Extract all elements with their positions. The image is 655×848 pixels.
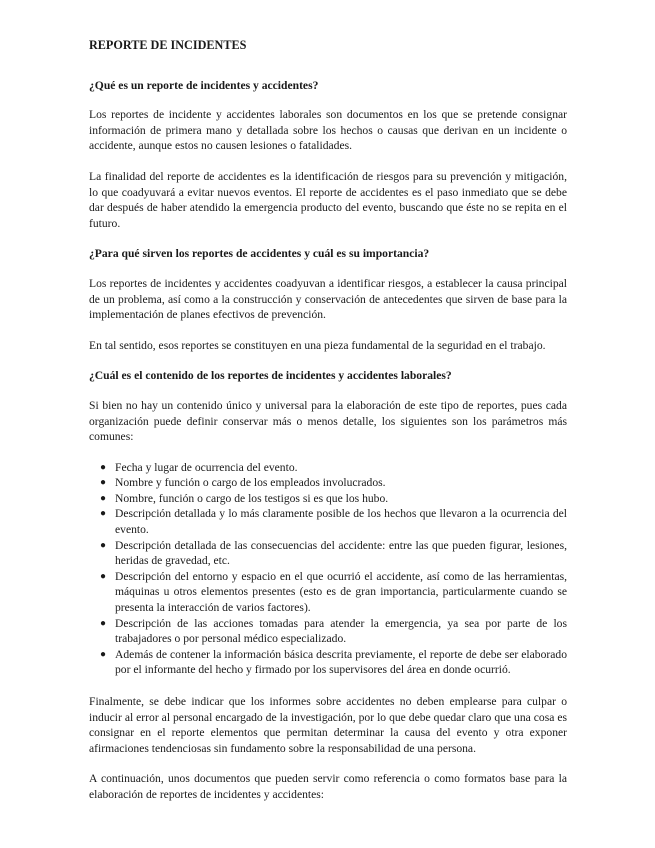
list-item-text: Además de contener la información básica descrita previamente, el reporte de debe ser elaborado por el informante del hecho y firmado por los supervisores del área en donde ocurrió. bbox=[115, 647, 567, 677]
bullet-list bbox=[89, 460, 567, 678]
section-heading-que-es: ¿Qué es un reporte de incidentes y accidentes? bbox=[89, 78, 319, 92]
bullet-icon: ● bbox=[100, 477, 107, 489]
bullet-icon: ● bbox=[100, 617, 107, 629]
bullet-icon: ● bbox=[100, 570, 107, 582]
list-item bbox=[100, 538, 567, 569]
list-item-text: Descripción detallada de las consecuencias del accidente: entre las que pueden figurar, lesiones, heridas de gravedad, etc. bbox=[115, 538, 567, 568]
paragraph: En tal sentido, esos reportes se constituyen en una pieza fundamental de la seguridad en el trabajo. bbox=[89, 338, 546, 352]
list-item bbox=[100, 647, 567, 678]
document-title: REPORTE DE INCIDENTES bbox=[89, 38, 247, 52]
paragraph: Los reportes de incidentes y accidentes coadyuvan a identificar riesgos, a establecer la causa principal de un problema, así como a la construcción y conservación de antecedentes que sirven de base para la implementación de planes efectivos de prevención. bbox=[89, 276, 567, 322]
list-item-text: Descripción del entorno y espacio en el que ocurrió el accidente, así como de las herramientas, máquinas u otros elementos presentes (esto es de gran importancia, particularmente cuando se presenta la interacción de varios factores). bbox=[115, 569, 567, 615]
bullet-icon: ● bbox=[100, 539, 107, 551]
paragraph: Los reportes de incidente y accidentes laborales son documentos en los que se pretende consignar información de primera mano y detallada sobre los hechos o causas que derivan en un incidente o accidente, aunque estos no causen lesiones o fatalidades. bbox=[89, 108, 567, 153]
list-item bbox=[100, 491, 567, 507]
paragraph: Finalmente, se debe indicar que los informes sobre accidentes no deben emplearse para culpar o inducir al error al personal encargado de la investigación, por lo que debe quedar claro que una cosa es consignar en el reporte elementos que permitan determinar la causa del evento y otra exponer afirmaciones tendenciosas sin fundamento sobre la responsabilidad de una persona. bbox=[89, 695, 567, 755]
paragraph: La finalidad del reporte de accidentes es la identificación de riesgos para su prevención y mitigación, lo que coadyuvará a evitar nuevos eventos. El reporte de accidentes es el paso inmediato que se debe dar después de haber atendido la emergencia producto del evento, buscando que éste no se repita en el futuro. bbox=[89, 169, 567, 230]
list-item-text: Descripción detallada y lo más claramente posible de los hechos que llevaron a la ocurrencia del evento. bbox=[115, 507, 567, 537]
paragraph: A continuación, unos documentos que pueden servir como referencia o como formatos base para la elaboración de reportes de incidentes y accidentes: bbox=[89, 772, 567, 801]
list-item bbox=[100, 506, 567, 537]
list-item bbox=[100, 460, 567, 476]
list-item-text: Fecha y lugar de ocurrencia del evento. bbox=[115, 460, 298, 474]
list-item-text: Nombre y función o cargo de los empleados involucrados. bbox=[115, 476, 386, 490]
paragraph: Si bien no hay un contenido único y universal para la elaboración de este tipo de reportes, pues cada organización puede definir conservar más o menos detalle, los siguientes son los parámetros más comunes: bbox=[89, 398, 567, 444]
bullet-icon: ● bbox=[100, 492, 107, 504]
bullet-icon: ● bbox=[100, 508, 107, 520]
bullet-icon: ● bbox=[100, 461, 107, 473]
section-heading-para-que-sirven: ¿Para qué sirven los reportes de accidentes y cuál es su importancia? bbox=[89, 247, 430, 261]
list-item bbox=[100, 616, 567, 647]
list-item-text: Descripción de las acciones tomadas para atender la emergencia, ya sea por parte de los trabajadores o por personal médico especializado. bbox=[115, 616, 567, 646]
list-item-text: Nombre, función o cargo de los testigos si es que los hubo. bbox=[115, 491, 389, 505]
bullet-icon: ● bbox=[100, 648, 107, 660]
section-heading-contenido: ¿Cuál es el contenido de los reportes de incidentes y accidentes laborales? bbox=[89, 369, 452, 383]
list-item bbox=[100, 475, 567, 491]
list-item bbox=[100, 569, 567, 616]
